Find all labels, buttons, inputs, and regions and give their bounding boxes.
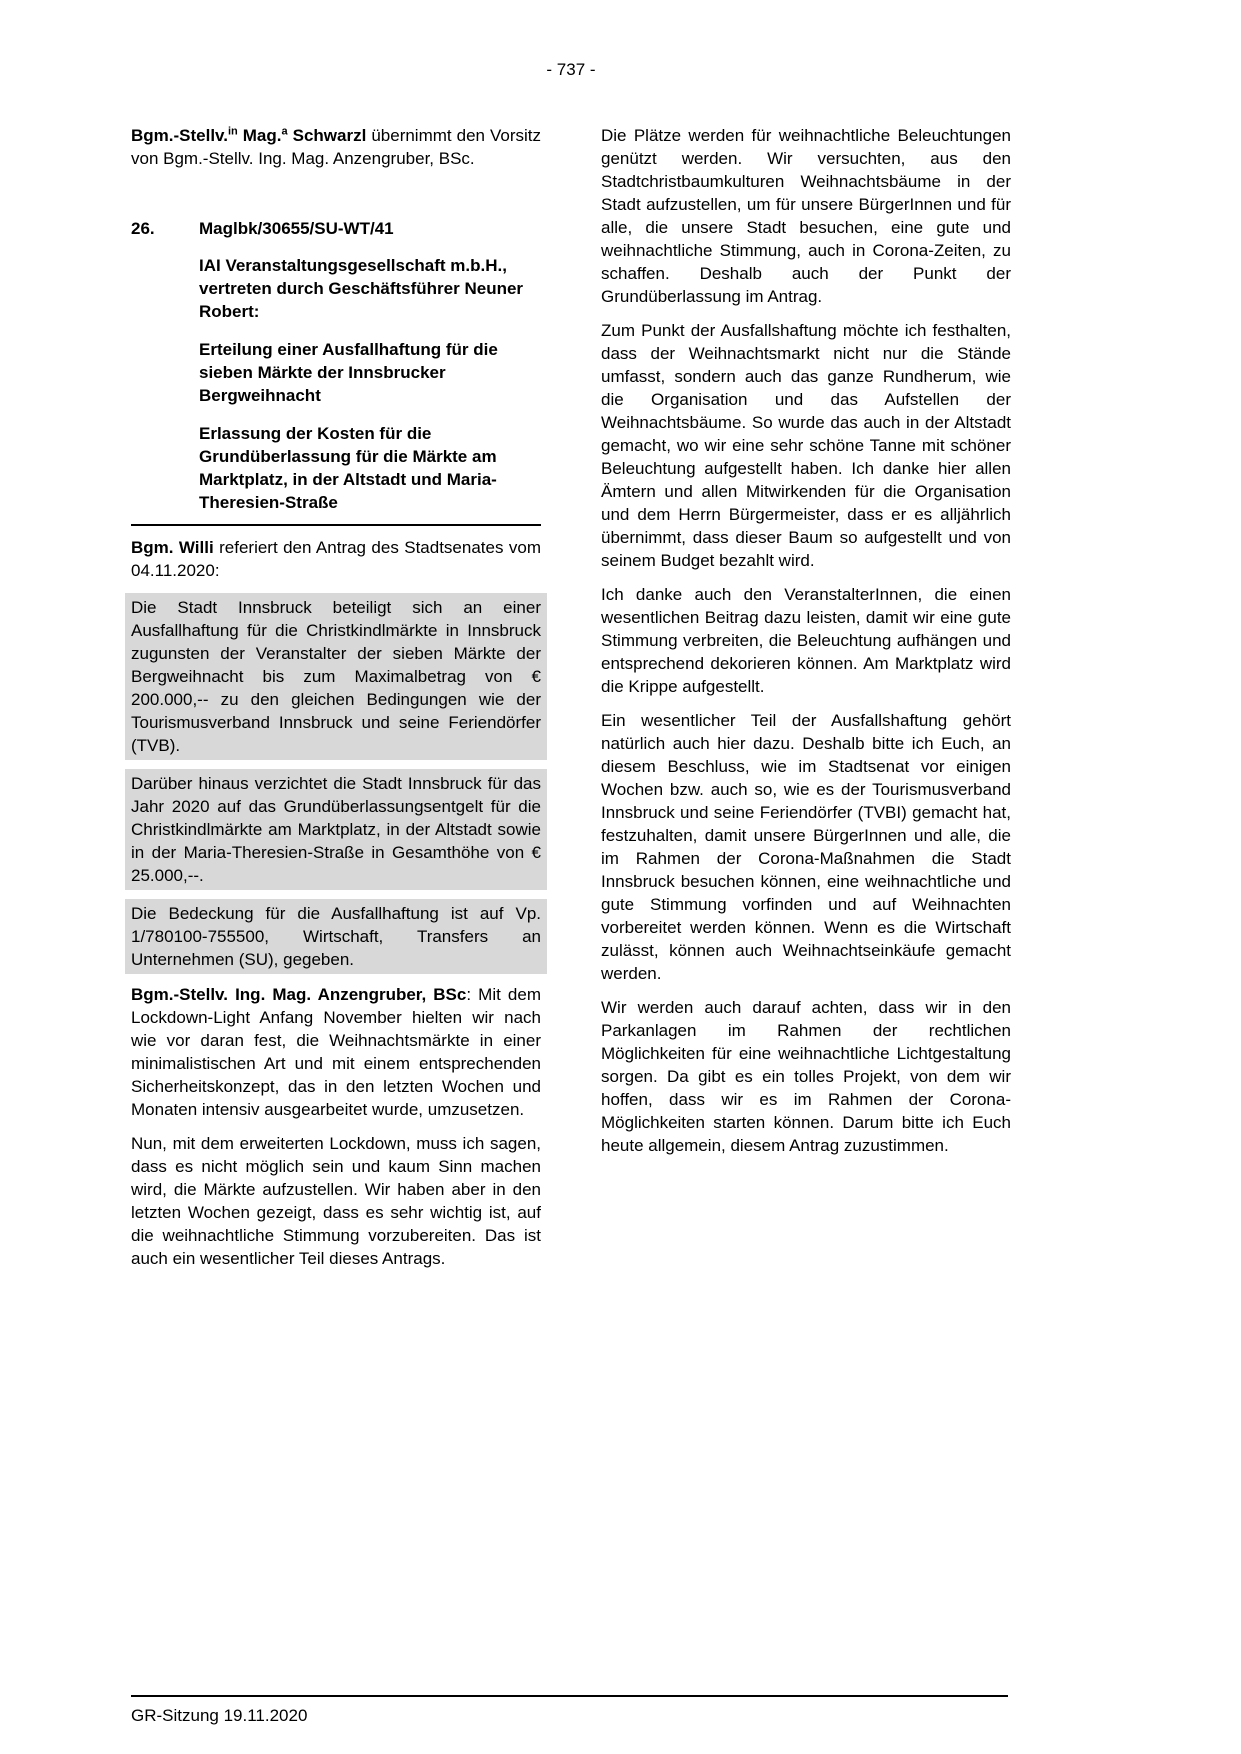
paragraph-text: : Mit dem Lockdown-Light Anfang November hielten wir nach wie vor daran fest, die Weihnachtsmärkte in einer minimalistischen Art und mit einem entsprechenden Sicherheitskonzept, das in den letzten Wochen und Monaten intensiv ausgearbeitet wurde, umzusetzen. [131, 985, 541, 1119]
page-content [131, 58, 1011, 1281]
agenda-item-code: Maglbk/30655/SU-WT/41 [199, 219, 394, 238]
agenda-item-subject: Erlassung der Kosten für die Grundüberlassung für die Märkte am Marktplatz, in der Altstadt und Maria-Theresien-Straße [199, 424, 497, 512]
motion-highlight-paragraph: Die Bedeckung für die Ausfallhaftung ist auf Vp. 1/780100-755500, Wirtschaft, Transfers an Unternehmen (SU), gegeben. [125, 899, 547, 974]
body-paragraph: Die Plätze werden für weihnachtliche Beleuchtungen genützt werden. Wir versuchten, aus den Stadtchristbaumkulturen Weihnachtsbäume in der Stadt aufzustellen, um für unsere BürgerInnen und für alle, die unsere Stadt besuchen, eine gute und weihnachtliche Stimmung, auch in Corona-Zeiten, zu schaffen. Deshalb auch der Punkt der Grundüberlassung im Antrag. [601, 126, 1011, 306]
speaker-paragraph [131, 983, 541, 1121]
agenda-item-26 [131, 217, 541, 520]
paragraph-text: referiert den Antrag des Stadtsenates vom 04.11.2020: [131, 538, 541, 580]
motion-highlight-paragraph: Die Stadt Innsbruck beteiligt sich an einer Ausfallhaftung für die Christkindlmärkte in Innsbruck zugunsten der Veranstalter der sieben Märkte der Bergweihnacht bis zum Maximalbetrag von € 200.000,-- zu den gleichen Bedingungen wie der Tourismusverband Innsbruck und seine Feriendörfer (TVB). [125, 593, 547, 760]
motion-highlight-paragraph: Darüber hinaus verzichtet die Stadt Innsbruck für das Jahr 2020 auf das Grundüberlassungsentgelt für die Christkindlmärkte am Marktplatz, in der Altstadt sowie in der Maria-Theresien-Straße in Gesamthöhe von € 25.000,--. [125, 769, 547, 890]
agenda-item-subject: IAI Veranstaltungsgesellschaft m.b.H., vertreten durch Geschäftsführer Neuner Robert: [199, 256, 524, 321]
body-paragraph: Ich danke auch den VeranstalterInnen, die einen wesentlichen Beitrag dazu leisten, damit wir eine gute Stimmung verbreiten, die Beleuchtung aufhängen und entsprechend dekorieren können. Am Marktplatz wird die Krippe aufgestellt. [601, 585, 1011, 696]
speaker-paragraph [131, 536, 541, 582]
agenda-item-number: 26. [131, 219, 155, 238]
speaker-name-bold: Bgm.-Stellv. Ing. Mag. Anzengruber, BSc [131, 985, 467, 1004]
body-paragraph: Ein wesentlicher Teil der Ausfallshaftung gehört natürlich auch hier dazu. Deshalb bitte ich Euch, an diesem Beschluss, wie im Stadtsenat vor einigen Wochen bzw. auch so, wie es der Tourismusverband Innsbruck und seine Feriendörfer (TVBI) gemacht hat, festzuhalten, damit unsere BürgerInnen und alle, die im Rahmen der Corona-Maßnahmen die Stadt Innsbruck besuchen können, eine weihnachtliche und gute Stimmung vorfinden und auf Weihnachten vorbereitet werden können. Wenn es die Wirtschaft zulässt, können auch Weihnachtseinkäufe gemacht werden. [601, 711, 1011, 983]
superscript-a: a [281, 125, 288, 138]
right-column [601, 124, 1011, 1168]
paragraph-text: übernimmt den Vorsitz von Bgm.-Stellv. Ing. Mag. Anzengruber, BSc. [131, 126, 542, 168]
speaker-name-bold: Schwarzl [287, 126, 367, 145]
agenda-item-body [199, 217, 541, 520]
page-footer [131, 1695, 1008, 1727]
page-number: - 737 - [546, 60, 596, 79]
speaker-name-bold: Bgm. Willi [131, 538, 214, 557]
section-divider-rule [131, 524, 541, 526]
footer-session-label: GR-Sitzung 19.11.2020 [131, 1706, 308, 1725]
speaker-name-bold: Mag. [237, 126, 282, 145]
body-paragraph: Zum Punkt der Ausfallshaftung möchte ich festhalten, dass der Weihnachtsmarkt nicht nur die Stände umfasst, sondern auch das ganze Rundherum, wie die Organisation und das Aufstellen der Weihnachtsbäume. So wurde das auch in der Altstadt gemacht, wo wir eine sehr schöne Tanne mit schöner Beleuchtung aufgestellt haben. Ich danke hier allen Ämtern und allen Mitwirkenden für die Organisation und dem Herrn Bürgermeister, dass er es alljährlich übernimmt, dass dieser Baum so aufgestellt und von seinem Budget bezahlt wird. [601, 321, 1011, 570]
body-paragraph: Wir werden auch darauf achten, dass wir in den Parkanlagen im Rahmen der rechtlichen Möglichkeiten für eine weihnachtliche Lichtgestaltung sorgen. Da gibt es ein tolles Projekt, von dem wir hoffen, dass wir es im Rahmen der Corona-Möglichkeiten starten können. Darum bitte ich Euch heute allgemein, diesem Antrag zuzustimmen. [601, 998, 1011, 1155]
left-column [131, 124, 541, 1281]
speaker-name-bold: Bgm.-Stellv. [131, 126, 228, 145]
body-paragraph: Nun, mit dem erweiterten Lockdown, muss ich sagen, dass es nicht möglich sein und kaum Sinn machen wird, die Märkte aufzustellen. Wir haben aber in den letzten Wochen gezeigt, dass es sehr wichtig ist, auf die weihnachtliche Stimmung vorzubereiten. Das ist auch ein wesentlicher Teil dieses Antrags. [131, 1134, 541, 1268]
agenda-item-subject: Erteilung einer Ausfallhaftung für die sieben Märkte der Innsbrucker Bergweihnacht [199, 340, 498, 405]
superscript-in: in [227, 125, 238, 138]
chair-handover-paragraph [131, 124, 541, 170]
two-column-layout [131, 124, 1011, 1281]
